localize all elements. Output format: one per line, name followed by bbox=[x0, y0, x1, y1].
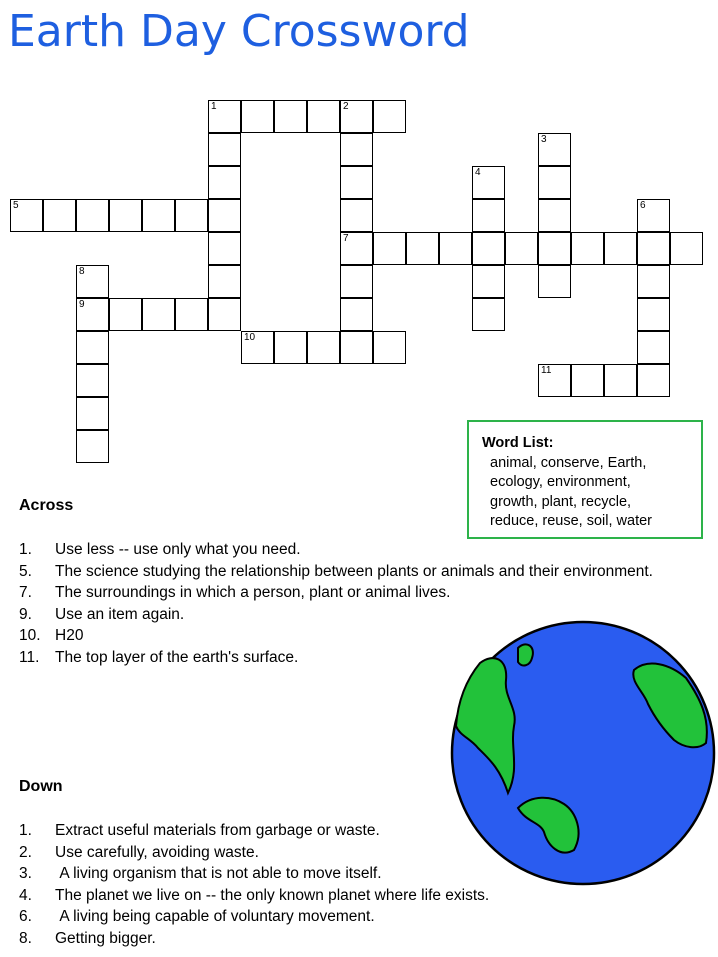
clue-number: 3 bbox=[541, 134, 547, 145]
clue-text: The planet we live on -- the only known planet where life exists. bbox=[55, 886, 490, 904]
crossword-cell[interactable] bbox=[472, 265, 505, 298]
clue-number: 9 bbox=[79, 299, 85, 310]
crossword-cell[interactable] bbox=[76, 199, 109, 232]
crossword-cell[interactable] bbox=[373, 331, 406, 364]
crossword-cell[interactable] bbox=[538, 199, 571, 232]
crossword-cell[interactable] bbox=[406, 232, 439, 265]
earth-globe-illustration bbox=[448, 618, 718, 888]
crossword-cell[interactable] bbox=[208, 298, 241, 331]
clue-number: 10 bbox=[244, 332, 256, 343]
crossword-cell[interactable] bbox=[538, 364, 571, 397]
clue-label-number: 4. bbox=[19, 886, 32, 904]
crossword-cell[interactable] bbox=[670, 232, 703, 265]
crossword-cell[interactable] bbox=[340, 265, 373, 298]
crossword-cell[interactable] bbox=[340, 166, 373, 199]
crossword-cell[interactable] bbox=[340, 331, 373, 364]
crossword-cell[interactable] bbox=[340, 133, 373, 166]
globe-land-north-island bbox=[518, 644, 533, 665]
clue-number: 2 bbox=[343, 101, 349, 112]
crossword-cell[interactable] bbox=[307, 100, 340, 133]
crossword-cell[interactable] bbox=[637, 199, 670, 232]
across-heading: Across bbox=[19, 497, 74, 514]
clue-label-number: 1. bbox=[19, 541, 32, 558]
clue-label-number: 6. bbox=[19, 908, 32, 925]
clue-text: Extract useful materials from garbage or waste. bbox=[55, 822, 380, 839]
crossword-cell[interactable] bbox=[142, 199, 175, 232]
clue-label-number: 9. bbox=[19, 605, 32, 623]
crossword-cell[interactable] bbox=[538, 133, 571, 166]
clue-number: 1 bbox=[211, 101, 217, 112]
clue-number: 8 bbox=[79, 266, 85, 277]
crossword-cell[interactable] bbox=[571, 364, 604, 397]
crossword-cell[interactable] bbox=[472, 166, 505, 199]
crossword-cell[interactable] bbox=[76, 397, 109, 430]
crossword-cell[interactable] bbox=[340, 298, 373, 331]
clue-text: Use carefully, avoiding waste. bbox=[55, 843, 259, 861]
clue-text: The top layer of the earth's surface. bbox=[55, 648, 299, 666]
crossword-cell[interactable] bbox=[340, 199, 373, 232]
clue-text: The science studying the relationship between plants or animals and their environment. bbox=[55, 562, 653, 580]
clue-label-number: 1. bbox=[19, 822, 32, 839]
crossword-cell[interactable] bbox=[472, 232, 505, 265]
crossword-cell[interactable] bbox=[538, 166, 571, 199]
crossword-cell[interactable] bbox=[43, 199, 76, 232]
word-list-words: animal, conserve, Earth, ecology, environment, growth, plant, recycle, reduce, reuse, soil, water bbox=[490, 454, 652, 529]
crossword-cell[interactable] bbox=[142, 298, 175, 331]
clue-text: A living being capable of voluntary movement. bbox=[55, 908, 375, 925]
word-list-box bbox=[467, 420, 703, 539]
crossword-cell[interactable] bbox=[175, 199, 208, 232]
clue-number: 7 bbox=[343, 233, 349, 244]
crossword-cell[interactable] bbox=[10, 199, 43, 232]
clue-text: Getting bigger. bbox=[55, 929, 156, 947]
crossword-cell[interactable] bbox=[637, 298, 670, 331]
clue-label-number: 7. bbox=[19, 584, 32, 601]
crossword-cell[interactable] bbox=[208, 100, 241, 133]
clue-label-number: 10. bbox=[19, 627, 41, 644]
clue-label-number: 5. bbox=[19, 562, 32, 580]
crossword-cell[interactable] bbox=[439, 232, 472, 265]
crossword-cell[interactable] bbox=[208, 133, 241, 166]
crossword-cell[interactable] bbox=[76, 298, 109, 331]
clue-label-number: 8. bbox=[19, 929, 32, 947]
crossword-cell[interactable] bbox=[307, 331, 340, 364]
crossword-cell[interactable] bbox=[340, 100, 373, 133]
crossword-cell[interactable] bbox=[76, 331, 109, 364]
clue-text: The surroundings in which a person, plant or animal lives. bbox=[55, 584, 451, 601]
crossword-cell[interactable] bbox=[637, 331, 670, 364]
crossword-cell[interactable] bbox=[208, 232, 241, 265]
clue-label-number: 3. bbox=[19, 865, 32, 882]
page-title: Earth Day Crossword bbox=[8, 6, 470, 57]
clue-text: Use an item again. bbox=[55, 605, 185, 623]
down-heading: Down bbox=[19, 778, 63, 795]
crossword-cell[interactable] bbox=[538, 265, 571, 298]
crossword-cell[interactable] bbox=[208, 166, 241, 199]
clue-label-number: 11. bbox=[19, 648, 40, 666]
crossword-cell[interactable] bbox=[505, 232, 538, 265]
crossword-cell[interactable] bbox=[571, 232, 604, 265]
crossword-cell[interactable] bbox=[274, 100, 307, 133]
across-clue bbox=[19, 582, 659, 604]
clue-text: H20 bbox=[55, 627, 84, 644]
clue-number: 5 bbox=[13, 200, 19, 211]
down-clue bbox=[19, 906, 659, 928]
clue-number: 6 bbox=[640, 200, 646, 211]
crossword-cell[interactable] bbox=[208, 265, 241, 298]
clue-number: 4 bbox=[475, 167, 481, 178]
crossword-cell[interactable] bbox=[538, 232, 571, 265]
crossword-cell[interactable] bbox=[76, 265, 109, 298]
crossword-cell[interactable] bbox=[274, 331, 307, 364]
crossword-cell[interactable] bbox=[373, 232, 406, 265]
crossword-cell[interactable] bbox=[472, 199, 505, 232]
crossword-cell[interactable] bbox=[472, 298, 505, 331]
crossword-cell[interactable] bbox=[637, 364, 670, 397]
crossword-cell[interactable] bbox=[241, 331, 274, 364]
crossword-cell[interactable] bbox=[76, 364, 109, 397]
crossword-cell[interactable] bbox=[604, 364, 637, 397]
down-clue bbox=[19, 928, 659, 950]
clue-text: A living organism that is not able to move itself. bbox=[55, 865, 382, 882]
crossword-cell[interactable] bbox=[175, 298, 208, 331]
crossword-cell[interactable] bbox=[637, 265, 670, 298]
across-clue bbox=[19, 561, 659, 583]
crossword-cell[interactable] bbox=[604, 232, 637, 265]
crossword-cell[interactable] bbox=[241, 100, 274, 133]
crossword-cell[interactable] bbox=[637, 232, 670, 265]
clue-number: 11 bbox=[541, 365, 552, 376]
crossword-cell[interactable] bbox=[373, 100, 406, 133]
word-list-title: Word List: bbox=[482, 435, 554, 451]
across-clue bbox=[19, 539, 659, 561]
clue-label-number: 2. bbox=[19, 843, 32, 861]
crossword-cell[interactable] bbox=[109, 298, 142, 331]
crossword-cell[interactable] bbox=[76, 430, 109, 463]
clue-text: Use less -- use only what you need. bbox=[55, 541, 301, 558]
crossword-cell[interactable] bbox=[208, 199, 241, 232]
crossword-cell[interactable] bbox=[109, 199, 142, 232]
crossword-cell[interactable] bbox=[340, 232, 373, 265]
